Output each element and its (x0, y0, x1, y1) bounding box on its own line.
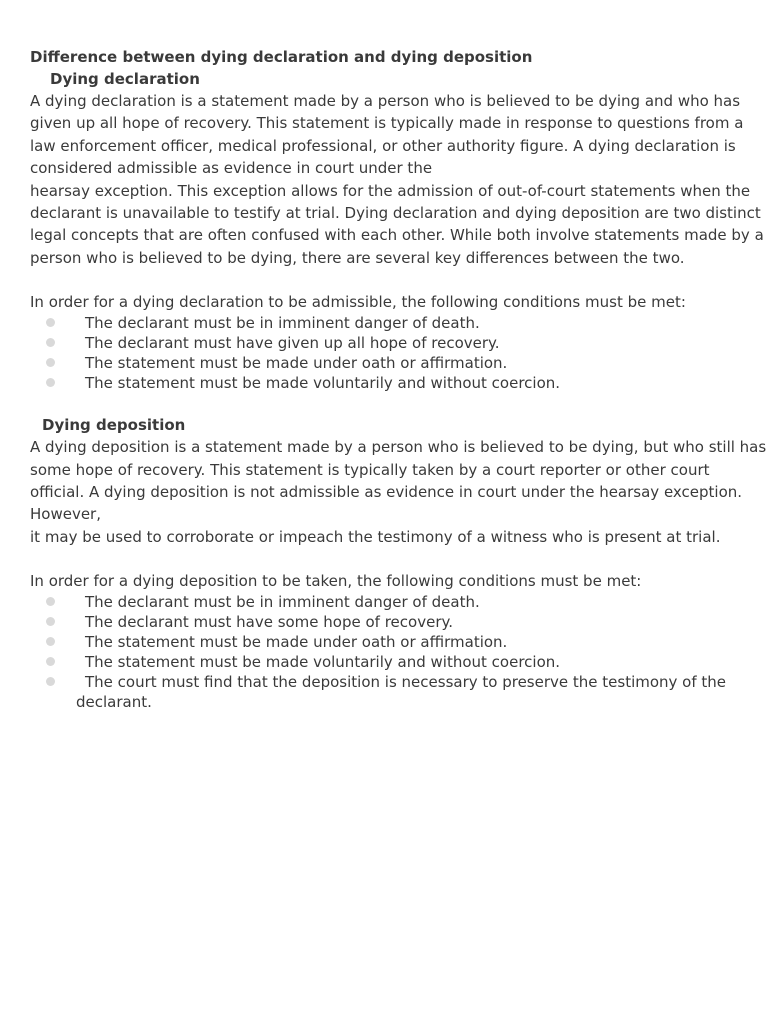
list-item-text: The court must find that the deposition is necessary to preserve the testimony of the (85, 673, 727, 692)
paragraph-line: it may be used to corroborate or impeach the testimony of a witness who is present at trial. (30, 527, 721, 546)
list-item (30, 333, 748, 353)
list-item (30, 373, 748, 393)
dying-deposition-paragraph (30, 436, 767, 548)
paragraph-line: person who is believed to be dying, there are several key differences between the two. (30, 248, 685, 267)
paragraph-line: law enforcement officer, medical professional, or other authority figure. A dying declaration is (30, 136, 736, 155)
declaration-conditions-intro: In order for a dying declaration to be admissible, the following conditions must be met: (30, 293, 686, 312)
section-heading-dying-declaration: Dying declaration (50, 70, 200, 88)
section-heading-dying-deposition: Dying deposition (42, 416, 186, 435)
list-item-text: The declarant must have given up all hope of recovery. (85, 334, 500, 353)
spacer (30, 393, 748, 414)
paragraph-line: However, (30, 505, 101, 524)
list-item (30, 353, 748, 373)
dying-declaration-paragraph (30, 90, 764, 269)
list-item-text: The declarant must have some hope of recovery. (85, 613, 453, 632)
paragraph-line: hearsay exception. This exception allows for the admission of out-of-court statements when the (30, 181, 751, 200)
list-item-text-continuation: declarant. (76, 693, 152, 712)
bullet-icon (46, 657, 55, 666)
paragraph-line: declarant is unavailable to testify at trial. Dying declaration and dying deposition are two distinct (30, 204, 761, 223)
bullet-icon (46, 617, 55, 626)
list-item (30, 313, 748, 333)
list-item-text: The statement must be made under oath or affirmation. (85, 633, 508, 652)
deposition-conditions-intro: In order for a dying deposition to be taken, the following conditions must be met: (30, 572, 642, 591)
list-item (30, 612, 748, 632)
bullet-icon (46, 358, 55, 367)
spacer (30, 548, 748, 570)
bullet-icon (46, 318, 55, 327)
document-title: Difference between dying declaration and dying deposition (30, 48, 533, 66)
list-item-text: The statement must be made under oath or affirmation. (85, 354, 508, 373)
list-item-text: The statement must be made voluntarily and without coercion. (85, 374, 561, 393)
declaration-conditions-list (30, 313, 748, 393)
paragraph-line: considered admissible as evidence in court under the (30, 159, 433, 178)
list-item-text: The statement must be made voluntarily and without coercion. (85, 653, 561, 672)
list-item (30, 672, 748, 712)
list-item (30, 632, 748, 652)
spacer (30, 269, 748, 291)
bullet-icon (46, 637, 55, 646)
paragraph-line: some hope of recovery. This statement is typically taken by a court reporter or other court (30, 460, 710, 479)
bullet-icon (46, 597, 55, 606)
list-item-text: The declarant must be in imminent danger of death. (85, 314, 480, 333)
paragraph-line: given up all hope of recovery. This statement is typically made in response to questions from a (30, 114, 744, 133)
paragraph-line: A dying deposition is a statement made by a person who is believed to be dying, but who still has (30, 438, 767, 457)
deposition-conditions-list (30, 592, 748, 712)
paragraph-line: official. A dying deposition is not admissible as evidence in court under the hearsay exception. (30, 483, 743, 502)
bullet-icon (46, 677, 55, 686)
paragraph-line: A dying declaration is a statement made by a person who is believed to be dying and who has (30, 92, 741, 110)
list-item-text: The declarant must be in imminent danger of death. (85, 593, 480, 612)
bullet-icon (46, 378, 55, 387)
bullet-icon (46, 338, 55, 347)
list-item (30, 592, 748, 612)
list-item (30, 652, 748, 672)
paragraph-line: legal concepts that are often confused with each other. While both involve statements made by a (30, 226, 764, 245)
